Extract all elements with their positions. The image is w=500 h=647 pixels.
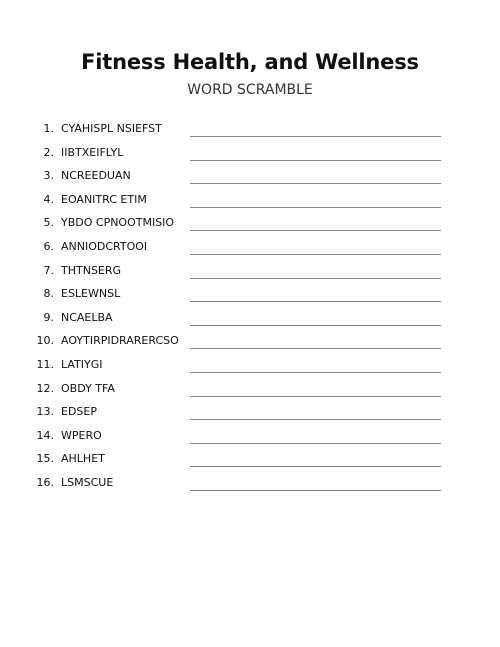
- scrambled-word: AHLHET: [61, 452, 105, 466]
- item-number: 13.: [36, 405, 54, 419]
- word-list: [0, 118, 500, 496]
- scrambled-word: ESLEWNSL: [61, 287, 121, 301]
- item-number: 7.: [43, 263, 54, 277]
- answer-line: [190, 183, 441, 184]
- scrambled-word: AOYTIRPIDRARERCSO: [61, 334, 179, 348]
- answer-line: [190, 419, 441, 420]
- list-item: [0, 165, 500, 189]
- scrambled-word: NCAELBA: [61, 310, 113, 324]
- scrambled-word: NCREEDUAN: [61, 169, 131, 183]
- answer-line: [190, 254, 441, 255]
- list-item: [0, 378, 500, 402]
- answer-line: [190, 160, 441, 161]
- list-item: [0, 425, 500, 449]
- list-item: [0, 401, 500, 425]
- answer-line: [190, 396, 441, 397]
- item-number: 4.: [43, 192, 54, 206]
- item-number: 9.: [43, 310, 54, 324]
- item-number: 3.: [43, 169, 54, 183]
- list-item: [0, 212, 500, 236]
- answer-line: [190, 230, 441, 231]
- scrambled-word: LATIYGI: [61, 357, 103, 371]
- list-item: [0, 189, 500, 213]
- item-number: 8.: [43, 287, 54, 301]
- list-item: [0, 307, 500, 331]
- scrambled-word: CYAHISPL NSIEFST: [61, 122, 162, 135]
- scrambled-word: EOANITRC ETIM: [61, 192, 147, 206]
- answer-line: [190, 372, 441, 373]
- item-number: 5.: [43, 216, 54, 230]
- list-item: [0, 448, 500, 472]
- list-item: [0, 260, 500, 284]
- item-number: 6.: [43, 239, 54, 253]
- answer-line: [190, 490, 441, 491]
- scrambled-word: YBDO CPNOOTMISIO: [61, 216, 175, 230]
- page-title: Fitness Health, and Wellness: [81, 50, 419, 74]
- answer-line: [190, 466, 441, 467]
- answer-line: [190, 325, 441, 326]
- answer-line: [190, 301, 441, 302]
- item-number: 1.: [43, 122, 54, 135]
- list-item: [0, 118, 500, 142]
- item-number: 10.: [36, 334, 54, 348]
- page-subtitle: WORD SCRAMBLE: [187, 82, 313, 98]
- item-number: 2.: [43, 145, 54, 159]
- answer-line: [190, 278, 441, 279]
- scrambled-word: EDSEP: [61, 405, 97, 419]
- list-item: [0, 330, 500, 354]
- list-item: [0, 283, 500, 307]
- item-number: 12.: [36, 381, 54, 395]
- list-item: [0, 472, 500, 496]
- scrambled-word: WPERO: [61, 428, 102, 442]
- item-number: 16.: [36, 475, 54, 489]
- answer-line: [190, 443, 441, 444]
- item-number: 14.: [36, 428, 54, 442]
- list-item: [0, 236, 500, 260]
- item-number: 11.: [36, 357, 54, 371]
- item-number: 15.: [36, 452, 54, 466]
- answer-line: [190, 348, 441, 349]
- scrambled-word: OBDY TFA: [61, 381, 115, 395]
- scrambled-word: LSMSCUE: [61, 475, 114, 489]
- list-item: [0, 142, 500, 166]
- scrambled-word: IIBTXEIFLYL: [61, 145, 124, 159]
- list-item: [0, 354, 500, 378]
- answer-line: [190, 136, 441, 137]
- answer-line: [190, 207, 441, 208]
- scrambled-word: THTNSERG: [61, 263, 122, 277]
- scrambled-word: ANNIODCRTOOI: [61, 239, 148, 253]
